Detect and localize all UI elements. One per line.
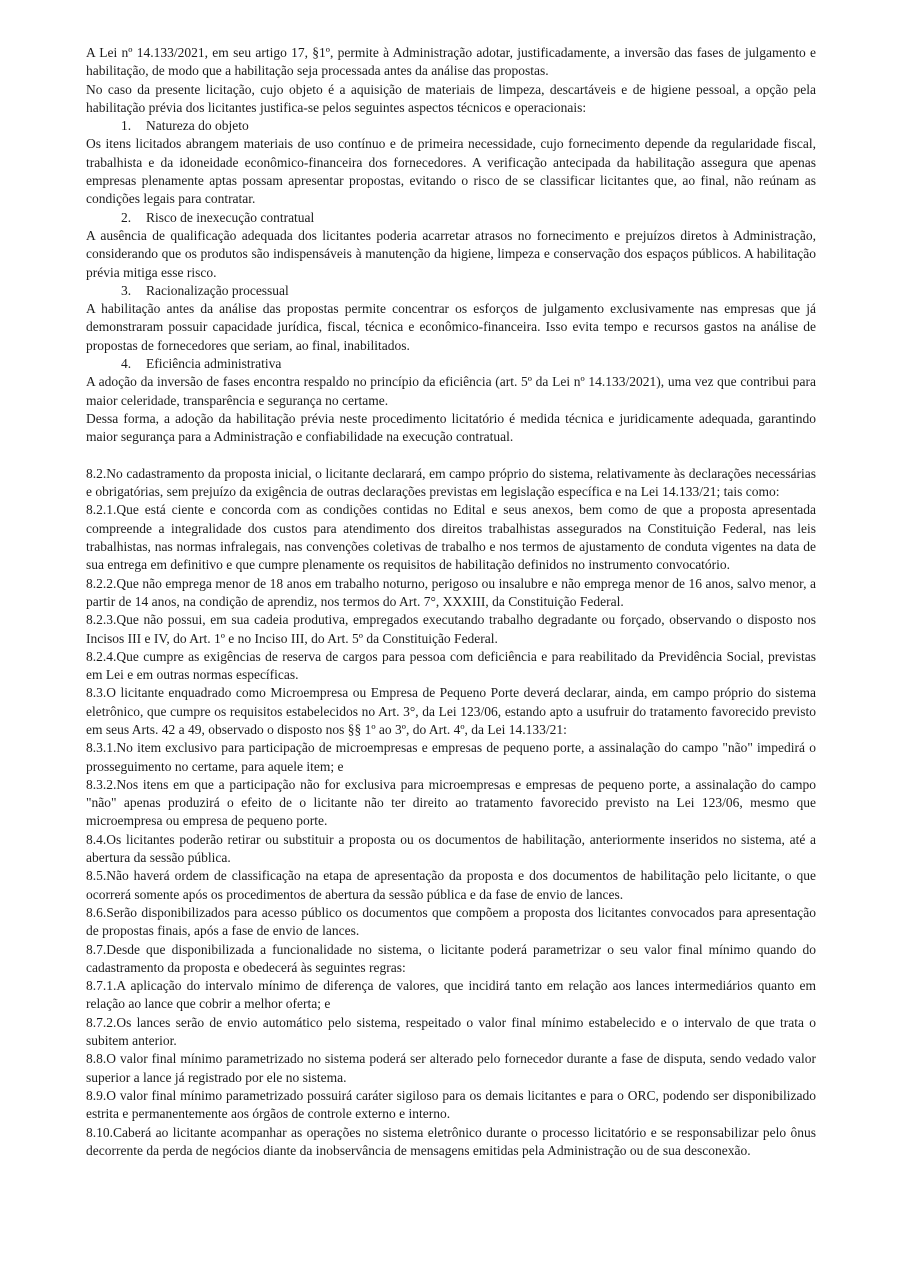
paragraph-racionalizacao-body: A habilitação antes da análise das propostas permite concentrar os esforços de julgamento exclusivamente nas empresas que já demonstraram possuir capacidade jurídica, fiscal, técnica e econômico-financeira. Isso evita tempo e recursos gastos na análise de propostas de fornecedores que seriam, ao final, inabilitados. [86, 301, 816, 353]
list-item-risco [86, 209, 816, 227]
paragraph-law-inversion: A Lei nº 14.133/2021, em seu artigo 17, §1º, permite à Administração adotar, justificadamente, a inversão das fases de julgamento e habilitação, de modo que a habilitação seja processada antes da análise das propostas. [86, 45, 816, 79]
list-number: 4. [121, 356, 132, 372]
clause-8-6: 8.6.Serão disponibilizados para acesso público os documentos que compõem a proposta dos licitantes convocados para apresentação de propostas finais, após a fase de envio de lances. [86, 904, 816, 939]
paragraph-natureza-body: Os itens licitados abrangem materiais de uso contínuo e de primeira necessidade, cujo fornecimento depende da regularidade fiscal, trabalhista e da idoneidade econômico-financeira dos fornecedores. A verificação antecipada da habilitação assegura que apenas empresas plenamente aptas possam apresentar propostas, evitando o risco de se classificar licitantes que, ao final, não reúnam as condições legais para contratar. [86, 136, 816, 207]
clause-8-3-1: 8.3.1.No item exclusivo para participação de microempresas e empresas de pequeno porte, a assinalação do campo "não" impedirá o prosseguimento no certame, para aquele item; e [86, 740, 816, 774]
paragraph-conclusao: Dessa forma, a adoção da habilitação prévia neste procedimento licitatório é medida técnica e juridicamente adequada, garantindo maior segurança para a Administração e confiabilidade na execução contratual. [86, 410, 816, 445]
clause-8-4: 8.4.Os licitantes poderão retirar ou substituir a proposta ou os documentos de habilitação, anteriormente inseridos no sistema, até a abertura da sessão pública. [86, 831, 816, 866]
clause-8-8: 8.8.O valor final mínimo parametrizado no sistema poderá ser alterado pelo fornecedor durante a fase de disputa, sendo vedado valor superior a lance já registrado por ele no sistema. [86, 1051, 816, 1085]
clause-8-7-2: 8.7.2.Os lances serão de envio automático pelo sistema, respeitado o valor final mínimo estabelecido e o intervalo de que trata o subitem anterior. [86, 1014, 816, 1049]
list-item-eficiencia [86, 355, 816, 373]
clause-8-3-2: 8.3.2.Nos itens em que a participação não for exclusiva para microempresas e empresas de pequeno porte, a assinalação do campo "não" apenas produzirá o efeito de o licitante não ter direito ao tratamento favorecido previsto na Lei 123/06, mesmo que microempresa ou empresa de pequeno porte. [86, 776, 816, 829]
blank-line [86, 447, 816, 465]
clause-8-7: 8.7.Desde que disponibilizada a funcionalidade no sistema, o licitante poderá parametrizar o seu valor final mínimo quando do cadastramento da proposta e obedecerá às seguintes regras: [86, 941, 816, 975]
list-text: Eficiência administrativa [146, 356, 282, 372]
clause-8-10: 8.10.Caberá ao licitante acompanhar as operações no sistema eletrônico durante o processo licitatório e se responsabilizar pelo ônus decorrente da perda de negócios diante da inobservância de mensagens emitidas pela Administração ou de sua desconexão. [86, 1124, 816, 1158]
list-item-natureza [86, 117, 816, 135]
list-number: 1. [121, 118, 132, 134]
list-number: 2. [121, 209, 132, 225]
paragraph-licitacao-object: No caso da presente licitação, cujo objeto é a aquisição de materiais de limpeza, descartáveis e de higiene pessoal, a opção pela habilitação prévia dos licitantes justifica-se pelos seguintes aspectos técnicos e operacionais: [86, 81, 816, 115]
list-text: Risco de inexecução contratual [146, 209, 315, 225]
clause-8-2-3: 8.2.3.Que não possui, em sua cadeia produtiva, empregados executando trabalho degradante ou forçado, observando o disposto nos Incisos III e IV, do Art. 1º e no Inciso III, do Art. 5º da Constituição Federal. [86, 612, 816, 646]
paragraph-risco-body: A ausência de qualificação adequada dos licitantes poderia acarretar atrasos no fornecimento e prejuízos diretos à Administração, considerando que os produtos são indispensáveis à manutenção da higiene, limpeza e conservação dos espaços públicos. A habilitação prévia mitiga esse risco. [86, 227, 816, 280]
clause-8-2-2: 8.2.2.Que não emprega menor de 18 anos em trabalho noturno, perigoso ou insalubre e não emprega menor de 16 anos, salvo menor, a partir de 14 anos, na condição de aprendiz, nos termos do Art. 7°, XXXIII, da Constituição Federal. [86, 575, 816, 609]
clause-8-9: 8.9.O valor final mínimo parametrizado possuirá caráter sigiloso para os demais licitantes e para o ORC, podendo ser disponibilizado estrita e permanentemente aos órgãos de controle externo e interno. [86, 1087, 816, 1122]
list-text: Natureza do objeto [146, 118, 249, 134]
clause-8-2-4: 8.2.4.Que cumpre as exigências de reserva de cargos para pessoa com deficiência e para reabilitado da Previdência Social, previstas em Lei e em outras normas específicas. [86, 648, 816, 683]
clause-8-2: 8.2.No cadastramento da proposta inicial, o licitante declarará, em campo próprio do sistema, relativamente às declarações necessárias e obrigatórias, sem prejuízo da exigência de outras declarações previstas em legislação específica e na Lei 14.133/21; tais como: [86, 465, 816, 500]
list-number: 3. [121, 282, 132, 298]
clause-8-3: 8.3.O licitante enquadrado como Microempresa ou Empresa de Pequeno Porte deverá declarar, ainda, em campo próprio do sistema eletrônico, que cumpre os requisitos estabelecidos no Art. 3°, da Lei 123/06, estando apto a usufruir do tratamento favorecido previsto em seus Arts. 42 a 49, observado o disposto nos §§ 1º ao 3º, do Art. 4º, da Lei 14.133/21: [86, 685, 816, 737]
paragraph-eficiencia-body: A adoção da inversão de fases encontra respaldo no princípio da eficiência (art. 5º da Lei nº 14.133/2021), uma vez que contribui para maior celeridade, transparência e segurança no certame. [86, 374, 816, 408]
list-text: Racionalização processual [146, 282, 289, 298]
clause-8-5: 8.5.Não haverá ordem de classificação na etapa de apresentação da proposta e dos documentos de habilitação pelo licitante, o que ocorrerá somente após os procedimentos de abertura da sessão pública e da fase de envio de lances. [86, 868, 816, 902]
clause-8-7-1: 8.7.1.A aplicação do intervalo mínimo de diferença de valores, que incidirá tanto em relação aos lances intermediários quanto em relação ao lance que cobrir a melhor oferta; e [86, 978, 816, 1012]
clause-8-2-1: 8.2.1.Que está ciente e concorda com as condições contidas no Edital e seus anexos, bem como de que a proposta apresentada compreende a integralidade dos custos para atendimento dos direitos trabalhistas assegurados na Constituição Federal, nas leis trabalhistas, nas normas infralegais, nas convenções coletivas de trabalho e nos termos de ajustamento de conduta vigentes na data de sua entrega em definitivo e que cumpre plenamente os requisitos de habilitação definidos no instrumento convocatório. [86, 502, 816, 573]
list-item-racionalizacao [86, 282, 816, 300]
